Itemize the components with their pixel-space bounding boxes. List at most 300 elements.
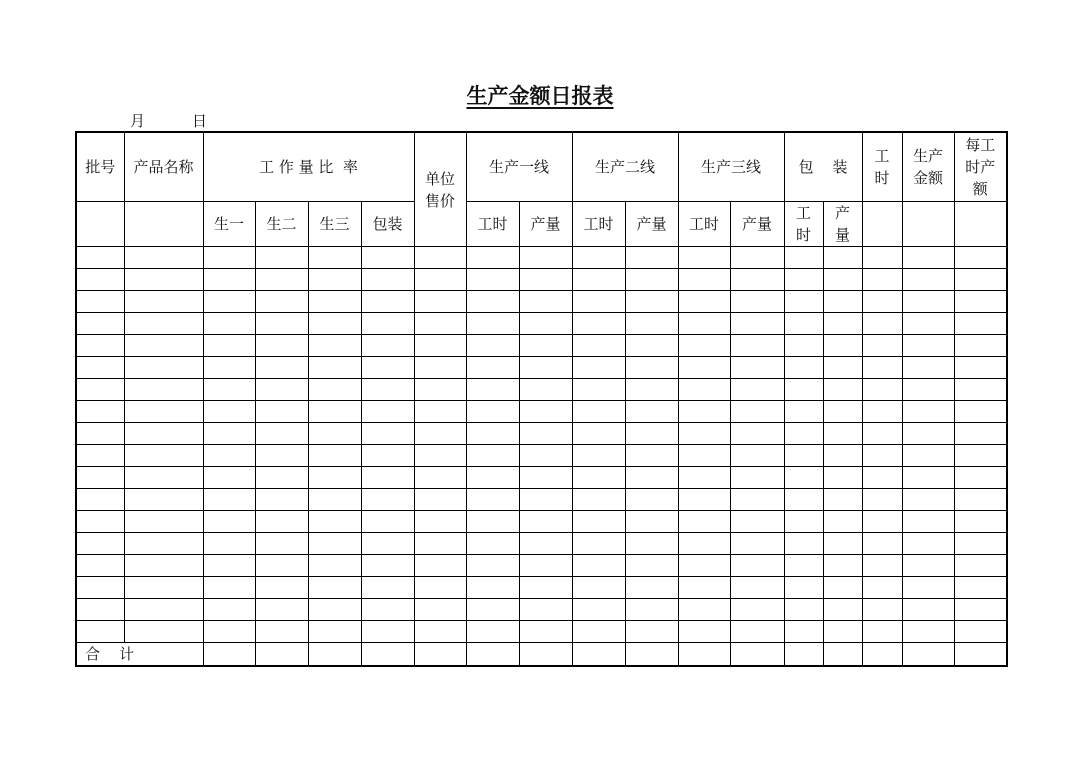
- table-cell[interactable]: [784, 511, 823, 533]
- table-cell[interactable]: [203, 445, 255, 467]
- table-cell[interactable]: [954, 489, 1007, 511]
- table-cell[interactable]: [76, 313, 124, 335]
- table-cell[interactable]: [572, 357, 625, 379]
- table-cell[interactable]: [625, 269, 678, 291]
- table-cell[interactable]: [466, 467, 519, 489]
- table-cell[interactable]: [784, 291, 823, 313]
- table-cell[interactable]: [678, 291, 730, 313]
- table-cell[interactable]: [255, 269, 308, 291]
- table-cell[interactable]: [625, 533, 678, 555]
- table-cell[interactable]: [466, 577, 519, 599]
- table-cell[interactable]: [255, 577, 308, 599]
- table-cell[interactable]: [203, 533, 255, 555]
- table-cell[interactable]: [784, 577, 823, 599]
- table-cell[interactable]: [730, 599, 784, 621]
- table-cell[interactable]: [414, 599, 466, 621]
- table-cell[interactable]: [255, 555, 308, 577]
- table-cell[interactable]: [823, 533, 862, 555]
- table-cell[interactable]: [519, 621, 572, 643]
- table-cell[interactable]: [519, 313, 572, 335]
- table-cell[interactable]: [625, 423, 678, 445]
- table-cell[interactable]: [862, 511, 902, 533]
- table-cell[interactable]: [466, 313, 519, 335]
- table-cell[interactable]: [954, 357, 1007, 379]
- table-cell[interactable]: [361, 247, 414, 269]
- table-cell[interactable]: [823, 401, 862, 423]
- table-cell[interactable]: [902, 489, 954, 511]
- table-cell[interactable]: [784, 621, 823, 643]
- table-cell[interactable]: [730, 335, 784, 357]
- table-cell[interactable]: [414, 445, 466, 467]
- table-cell[interactable]: [255, 599, 308, 621]
- table-cell[interactable]: [730, 489, 784, 511]
- table-cell[interactable]: [823, 357, 862, 379]
- table-cell[interactable]: [124, 357, 203, 379]
- table-cell[interactable]: [678, 379, 730, 401]
- table-cell[interactable]: [414, 533, 466, 555]
- table-cell[interactable]: [308, 269, 361, 291]
- table-cell[interactable]: [76, 555, 124, 577]
- table-cell[interactable]: [572, 555, 625, 577]
- table-cell[interactable]: [902, 401, 954, 423]
- table-cell[interactable]: [572, 533, 625, 555]
- table-cell[interactable]: [519, 533, 572, 555]
- table-cell[interactable]: [76, 489, 124, 511]
- table-cell[interactable]: [678, 335, 730, 357]
- table-cell[interactable]: [76, 379, 124, 401]
- table-cell[interactable]: [902, 423, 954, 445]
- table-cell[interactable]: [678, 401, 730, 423]
- table-cell[interactable]: [361, 335, 414, 357]
- table-cell[interactable]: [466, 533, 519, 555]
- table-cell[interactable]: [414, 511, 466, 533]
- table-cell[interactable]: [255, 621, 308, 643]
- table-cell[interactable]: [954, 533, 1007, 555]
- table-cell[interactable]: [124, 467, 203, 489]
- table-cell[interactable]: [414, 247, 466, 269]
- table-cell[interactable]: [572, 291, 625, 313]
- table-cell[interactable]: [784, 445, 823, 467]
- table-cell[interactable]: [76, 577, 124, 599]
- table-cell[interactable]: [414, 555, 466, 577]
- table-cell[interactable]: [784, 599, 823, 621]
- table-cell[interactable]: [572, 313, 625, 335]
- table-cell[interactable]: [203, 467, 255, 489]
- table-cell[interactable]: [954, 577, 1007, 599]
- table-cell[interactable]: [954, 269, 1007, 291]
- table-cell[interactable]: [203, 489, 255, 511]
- table-cell[interactable]: [519, 599, 572, 621]
- table-cell[interactable]: [730, 533, 784, 555]
- table-cell[interactable]: [414, 467, 466, 489]
- table-cell[interactable]: [76, 621, 124, 643]
- table-cell[interactable]: [466, 555, 519, 577]
- table-cell[interactable]: [823, 621, 862, 643]
- table-cell[interactable]: [255, 291, 308, 313]
- table-cell[interactable]: [124, 335, 203, 357]
- table-cell[interactable]: [203, 621, 255, 643]
- table-cell[interactable]: [76, 247, 124, 269]
- table-cell[interactable]: [519, 423, 572, 445]
- table-cell[interactable]: [519, 445, 572, 467]
- table-cell[interactable]: [203, 335, 255, 357]
- table-cell[interactable]: [823, 247, 862, 269]
- table-cell[interactable]: [625, 291, 678, 313]
- table-cell[interactable]: [361, 269, 414, 291]
- table-cell[interactable]: [902, 335, 954, 357]
- table-cell[interactable]: [902, 621, 954, 643]
- table-cell[interactable]: [572, 247, 625, 269]
- table-cell[interactable]: [124, 621, 203, 643]
- table-cell[interactable]: [361, 445, 414, 467]
- table-cell[interactable]: [466, 423, 519, 445]
- table-cell[interactable]: [823, 313, 862, 335]
- table-cell[interactable]: [572, 335, 625, 357]
- table-cell[interactable]: [76, 269, 124, 291]
- table-cell[interactable]: [308, 511, 361, 533]
- table-cell[interactable]: [954, 599, 1007, 621]
- table-cell[interactable]: [954, 291, 1007, 313]
- table-cell[interactable]: [519, 379, 572, 401]
- table-cell[interactable]: [361, 577, 414, 599]
- table-cell[interactable]: [76, 357, 124, 379]
- table-cell[interactable]: [730, 577, 784, 599]
- table-cell[interactable]: [255, 379, 308, 401]
- table-cell[interactable]: [784, 489, 823, 511]
- table-cell[interactable]: [466, 269, 519, 291]
- table-cell[interactable]: [466, 335, 519, 357]
- table-cell[interactable]: [308, 467, 361, 489]
- table-cell[interactable]: [466, 511, 519, 533]
- table-cell[interactable]: [678, 511, 730, 533]
- table-cell[interactable]: [862, 291, 902, 313]
- table-cell[interactable]: [625, 511, 678, 533]
- table-cell[interactable]: [902, 357, 954, 379]
- table-cell[interactable]: [203, 247, 255, 269]
- table-cell[interactable]: [124, 511, 203, 533]
- table-cell[interactable]: [572, 423, 625, 445]
- table-cell[interactable]: [902, 247, 954, 269]
- table-cell[interactable]: [625, 599, 678, 621]
- table-cell[interactable]: [954, 445, 1007, 467]
- table-cell[interactable]: [902, 533, 954, 555]
- table-cell[interactable]: [255, 533, 308, 555]
- table-cell[interactable]: [730, 379, 784, 401]
- table-cell[interactable]: [414, 401, 466, 423]
- table-cell[interactable]: [203, 401, 255, 423]
- table-cell[interactable]: [519, 577, 572, 599]
- table-cell[interactable]: [76, 599, 124, 621]
- table-cell[interactable]: [730, 269, 784, 291]
- table-cell[interactable]: [625, 379, 678, 401]
- table-cell[interactable]: [414, 621, 466, 643]
- table-cell[interactable]: [308, 577, 361, 599]
- table-cell[interactable]: [308, 445, 361, 467]
- table-cell[interactable]: [954, 555, 1007, 577]
- table-cell[interactable]: [255, 445, 308, 467]
- table-cell[interactable]: [902, 379, 954, 401]
- table-cell[interactable]: [308, 379, 361, 401]
- table-cell[interactable]: [414, 291, 466, 313]
- table-cell[interactable]: [678, 621, 730, 643]
- table-cell[interactable]: [730, 445, 784, 467]
- table-cell[interactable]: [414, 577, 466, 599]
- table-cell[interactable]: [414, 357, 466, 379]
- table-cell[interactable]: [625, 401, 678, 423]
- table-cell[interactable]: [308, 247, 361, 269]
- table-cell[interactable]: [76, 511, 124, 533]
- table-cell[interactable]: [678, 489, 730, 511]
- table-cell[interactable]: [572, 445, 625, 467]
- table-cell[interactable]: [730, 423, 784, 445]
- table-cell[interactable]: [414, 313, 466, 335]
- table-cell[interactable]: [862, 357, 902, 379]
- table-cell[interactable]: [124, 577, 203, 599]
- table-cell[interactable]: [862, 335, 902, 357]
- table-cell[interactable]: [203, 423, 255, 445]
- table-cell[interactable]: [678, 269, 730, 291]
- table-cell[interactable]: [784, 379, 823, 401]
- table-cell[interactable]: [255, 467, 308, 489]
- table-cell[interactable]: [361, 599, 414, 621]
- table-cell[interactable]: [519, 555, 572, 577]
- table-cell[interactable]: [361, 621, 414, 643]
- table-cell[interactable]: [519, 467, 572, 489]
- table-cell[interactable]: [678, 423, 730, 445]
- table-cell[interactable]: [414, 335, 466, 357]
- table-cell[interactable]: [466, 621, 519, 643]
- table-cell[interactable]: [784, 357, 823, 379]
- table-cell[interactable]: [625, 445, 678, 467]
- table-cell[interactable]: [730, 357, 784, 379]
- table-cell[interactable]: [466, 489, 519, 511]
- table-cell[interactable]: [784, 335, 823, 357]
- table-cell[interactable]: [203, 269, 255, 291]
- table-cell[interactable]: [572, 467, 625, 489]
- table-cell[interactable]: [625, 467, 678, 489]
- table-cell[interactable]: [784, 467, 823, 489]
- table-cell[interactable]: [572, 511, 625, 533]
- table-cell[interactable]: [361, 291, 414, 313]
- table-cell[interactable]: [76, 291, 124, 313]
- table-cell[interactable]: [784, 247, 823, 269]
- table-cell[interactable]: [76, 445, 124, 467]
- table-cell[interactable]: [862, 445, 902, 467]
- table-cell[interactable]: [862, 379, 902, 401]
- table-cell[interactable]: [954, 511, 1007, 533]
- table-cell[interactable]: [124, 445, 203, 467]
- table-cell[interactable]: [361, 511, 414, 533]
- table-cell[interactable]: [255, 489, 308, 511]
- table-cell[interactable]: [414, 423, 466, 445]
- table-cell[interactable]: [954, 313, 1007, 335]
- table-cell[interactable]: [572, 621, 625, 643]
- table-cell[interactable]: [862, 555, 902, 577]
- table-cell[interactable]: [255, 247, 308, 269]
- table-cell[interactable]: [572, 577, 625, 599]
- table-cell[interactable]: [823, 379, 862, 401]
- table-cell[interactable]: [902, 445, 954, 467]
- table-cell[interactable]: [954, 379, 1007, 401]
- table-cell[interactable]: [730, 401, 784, 423]
- table-cell[interactable]: [361, 533, 414, 555]
- table-cell[interactable]: [784, 401, 823, 423]
- table-cell[interactable]: [862, 247, 902, 269]
- table-cell[interactable]: [678, 357, 730, 379]
- table-cell[interactable]: [625, 555, 678, 577]
- table-cell[interactable]: [519, 489, 572, 511]
- table-cell[interactable]: [255, 511, 308, 533]
- table-cell[interactable]: [255, 401, 308, 423]
- table-cell[interactable]: [414, 379, 466, 401]
- table-cell[interactable]: [862, 533, 902, 555]
- table-cell[interactable]: [414, 489, 466, 511]
- table-cell[interactable]: [572, 489, 625, 511]
- table-cell[interactable]: [823, 269, 862, 291]
- table-cell[interactable]: [124, 489, 203, 511]
- table-cell[interactable]: [954, 467, 1007, 489]
- table-cell[interactable]: [572, 599, 625, 621]
- table-cell[interactable]: [308, 401, 361, 423]
- table-cell[interactable]: [678, 577, 730, 599]
- table-cell[interactable]: [361, 357, 414, 379]
- table-cell[interactable]: [784, 423, 823, 445]
- table-cell[interactable]: [361, 379, 414, 401]
- table-cell[interactable]: [519, 357, 572, 379]
- table-cell[interactable]: [625, 313, 678, 335]
- table-cell[interactable]: [255, 357, 308, 379]
- table-cell[interactable]: [730, 555, 784, 577]
- table-cell[interactable]: [572, 401, 625, 423]
- table-cell[interactable]: [466, 379, 519, 401]
- table-cell[interactable]: [414, 269, 466, 291]
- table-cell[interactable]: [361, 489, 414, 511]
- table-cell[interactable]: [466, 401, 519, 423]
- table-cell[interactable]: [862, 313, 902, 335]
- table-cell[interactable]: [572, 379, 625, 401]
- table-cell[interactable]: [124, 247, 203, 269]
- table-cell[interactable]: [466, 357, 519, 379]
- table-cell[interactable]: [954, 423, 1007, 445]
- table-cell[interactable]: [625, 335, 678, 357]
- table-cell[interactable]: [308, 423, 361, 445]
- table-cell[interactable]: [124, 423, 203, 445]
- table-cell[interactable]: [902, 599, 954, 621]
- table-cell[interactable]: [954, 247, 1007, 269]
- table-cell[interactable]: [255, 423, 308, 445]
- table-cell[interactable]: [308, 555, 361, 577]
- table-cell[interactable]: [124, 313, 203, 335]
- table-cell[interactable]: [823, 335, 862, 357]
- table-cell[interactable]: [203, 379, 255, 401]
- table-cell[interactable]: [823, 445, 862, 467]
- table-cell[interactable]: [862, 577, 902, 599]
- table-cell[interactable]: [823, 489, 862, 511]
- table-cell[interactable]: [124, 291, 203, 313]
- table-cell[interactable]: [678, 555, 730, 577]
- table-cell[interactable]: [466, 599, 519, 621]
- table-cell[interactable]: [361, 467, 414, 489]
- table-cell[interactable]: [308, 335, 361, 357]
- table-cell[interactable]: [823, 555, 862, 577]
- table-cell[interactable]: [862, 467, 902, 489]
- table-cell[interactable]: [361, 423, 414, 445]
- table-cell[interactable]: [519, 401, 572, 423]
- table-cell[interactable]: [730, 511, 784, 533]
- table-cell[interactable]: [519, 269, 572, 291]
- table-cell[interactable]: [203, 313, 255, 335]
- table-cell[interactable]: [862, 489, 902, 511]
- table-cell[interactable]: [678, 313, 730, 335]
- table-cell[interactable]: [678, 445, 730, 467]
- table-cell[interactable]: [678, 467, 730, 489]
- table-cell[interactable]: [76, 533, 124, 555]
- table-cell[interactable]: [902, 313, 954, 335]
- table-cell[interactable]: [784, 555, 823, 577]
- table-cell[interactable]: [823, 291, 862, 313]
- table-cell[interactable]: [902, 467, 954, 489]
- table-cell[interactable]: [203, 511, 255, 533]
- table-cell[interactable]: [466, 247, 519, 269]
- table-cell[interactable]: [124, 533, 203, 555]
- table-cell[interactable]: [255, 335, 308, 357]
- table-cell[interactable]: [902, 511, 954, 533]
- table-cell[interactable]: [730, 467, 784, 489]
- table-cell[interactable]: [124, 379, 203, 401]
- table-cell[interactable]: [308, 599, 361, 621]
- table-cell[interactable]: [902, 577, 954, 599]
- table-cell[interactable]: [124, 401, 203, 423]
- table-cell[interactable]: [203, 577, 255, 599]
- table-cell[interactable]: [308, 489, 361, 511]
- table-cell[interactable]: [255, 313, 308, 335]
- table-cell[interactable]: [823, 599, 862, 621]
- table-cell[interactable]: [572, 269, 625, 291]
- table-cell[interactable]: [902, 291, 954, 313]
- table-cell[interactable]: [730, 621, 784, 643]
- table-cell[interactable]: [308, 357, 361, 379]
- table-cell[interactable]: [203, 599, 255, 621]
- table-cell[interactable]: [625, 489, 678, 511]
- table-cell[interactable]: [308, 313, 361, 335]
- table-cell[interactable]: [308, 621, 361, 643]
- table-cell[interactable]: [308, 291, 361, 313]
- table-cell[interactable]: [678, 599, 730, 621]
- table-cell[interactable]: [823, 577, 862, 599]
- table-cell[interactable]: [784, 269, 823, 291]
- table-cell[interactable]: [823, 423, 862, 445]
- table-cell[interactable]: [203, 291, 255, 313]
- table-cell[interactable]: [519, 511, 572, 533]
- table-cell[interactable]: [203, 555, 255, 577]
- table-cell[interactable]: [625, 247, 678, 269]
- table-cell[interactable]: [902, 269, 954, 291]
- table-cell[interactable]: [466, 291, 519, 313]
- table-cell[interactable]: [823, 511, 862, 533]
- table-cell[interactable]: [730, 247, 784, 269]
- table-cell[interactable]: [862, 401, 902, 423]
- table-cell[interactable]: [954, 401, 1007, 423]
- table-cell[interactable]: [76, 423, 124, 445]
- table-cell[interactable]: [730, 313, 784, 335]
- table-cell[interactable]: [862, 423, 902, 445]
- table-cell[interactable]: [678, 247, 730, 269]
- table-cell[interactable]: [678, 533, 730, 555]
- table-cell[interactable]: [519, 247, 572, 269]
- table-cell[interactable]: [625, 357, 678, 379]
- table-cell[interactable]: [361, 313, 414, 335]
- table-cell[interactable]: [308, 533, 361, 555]
